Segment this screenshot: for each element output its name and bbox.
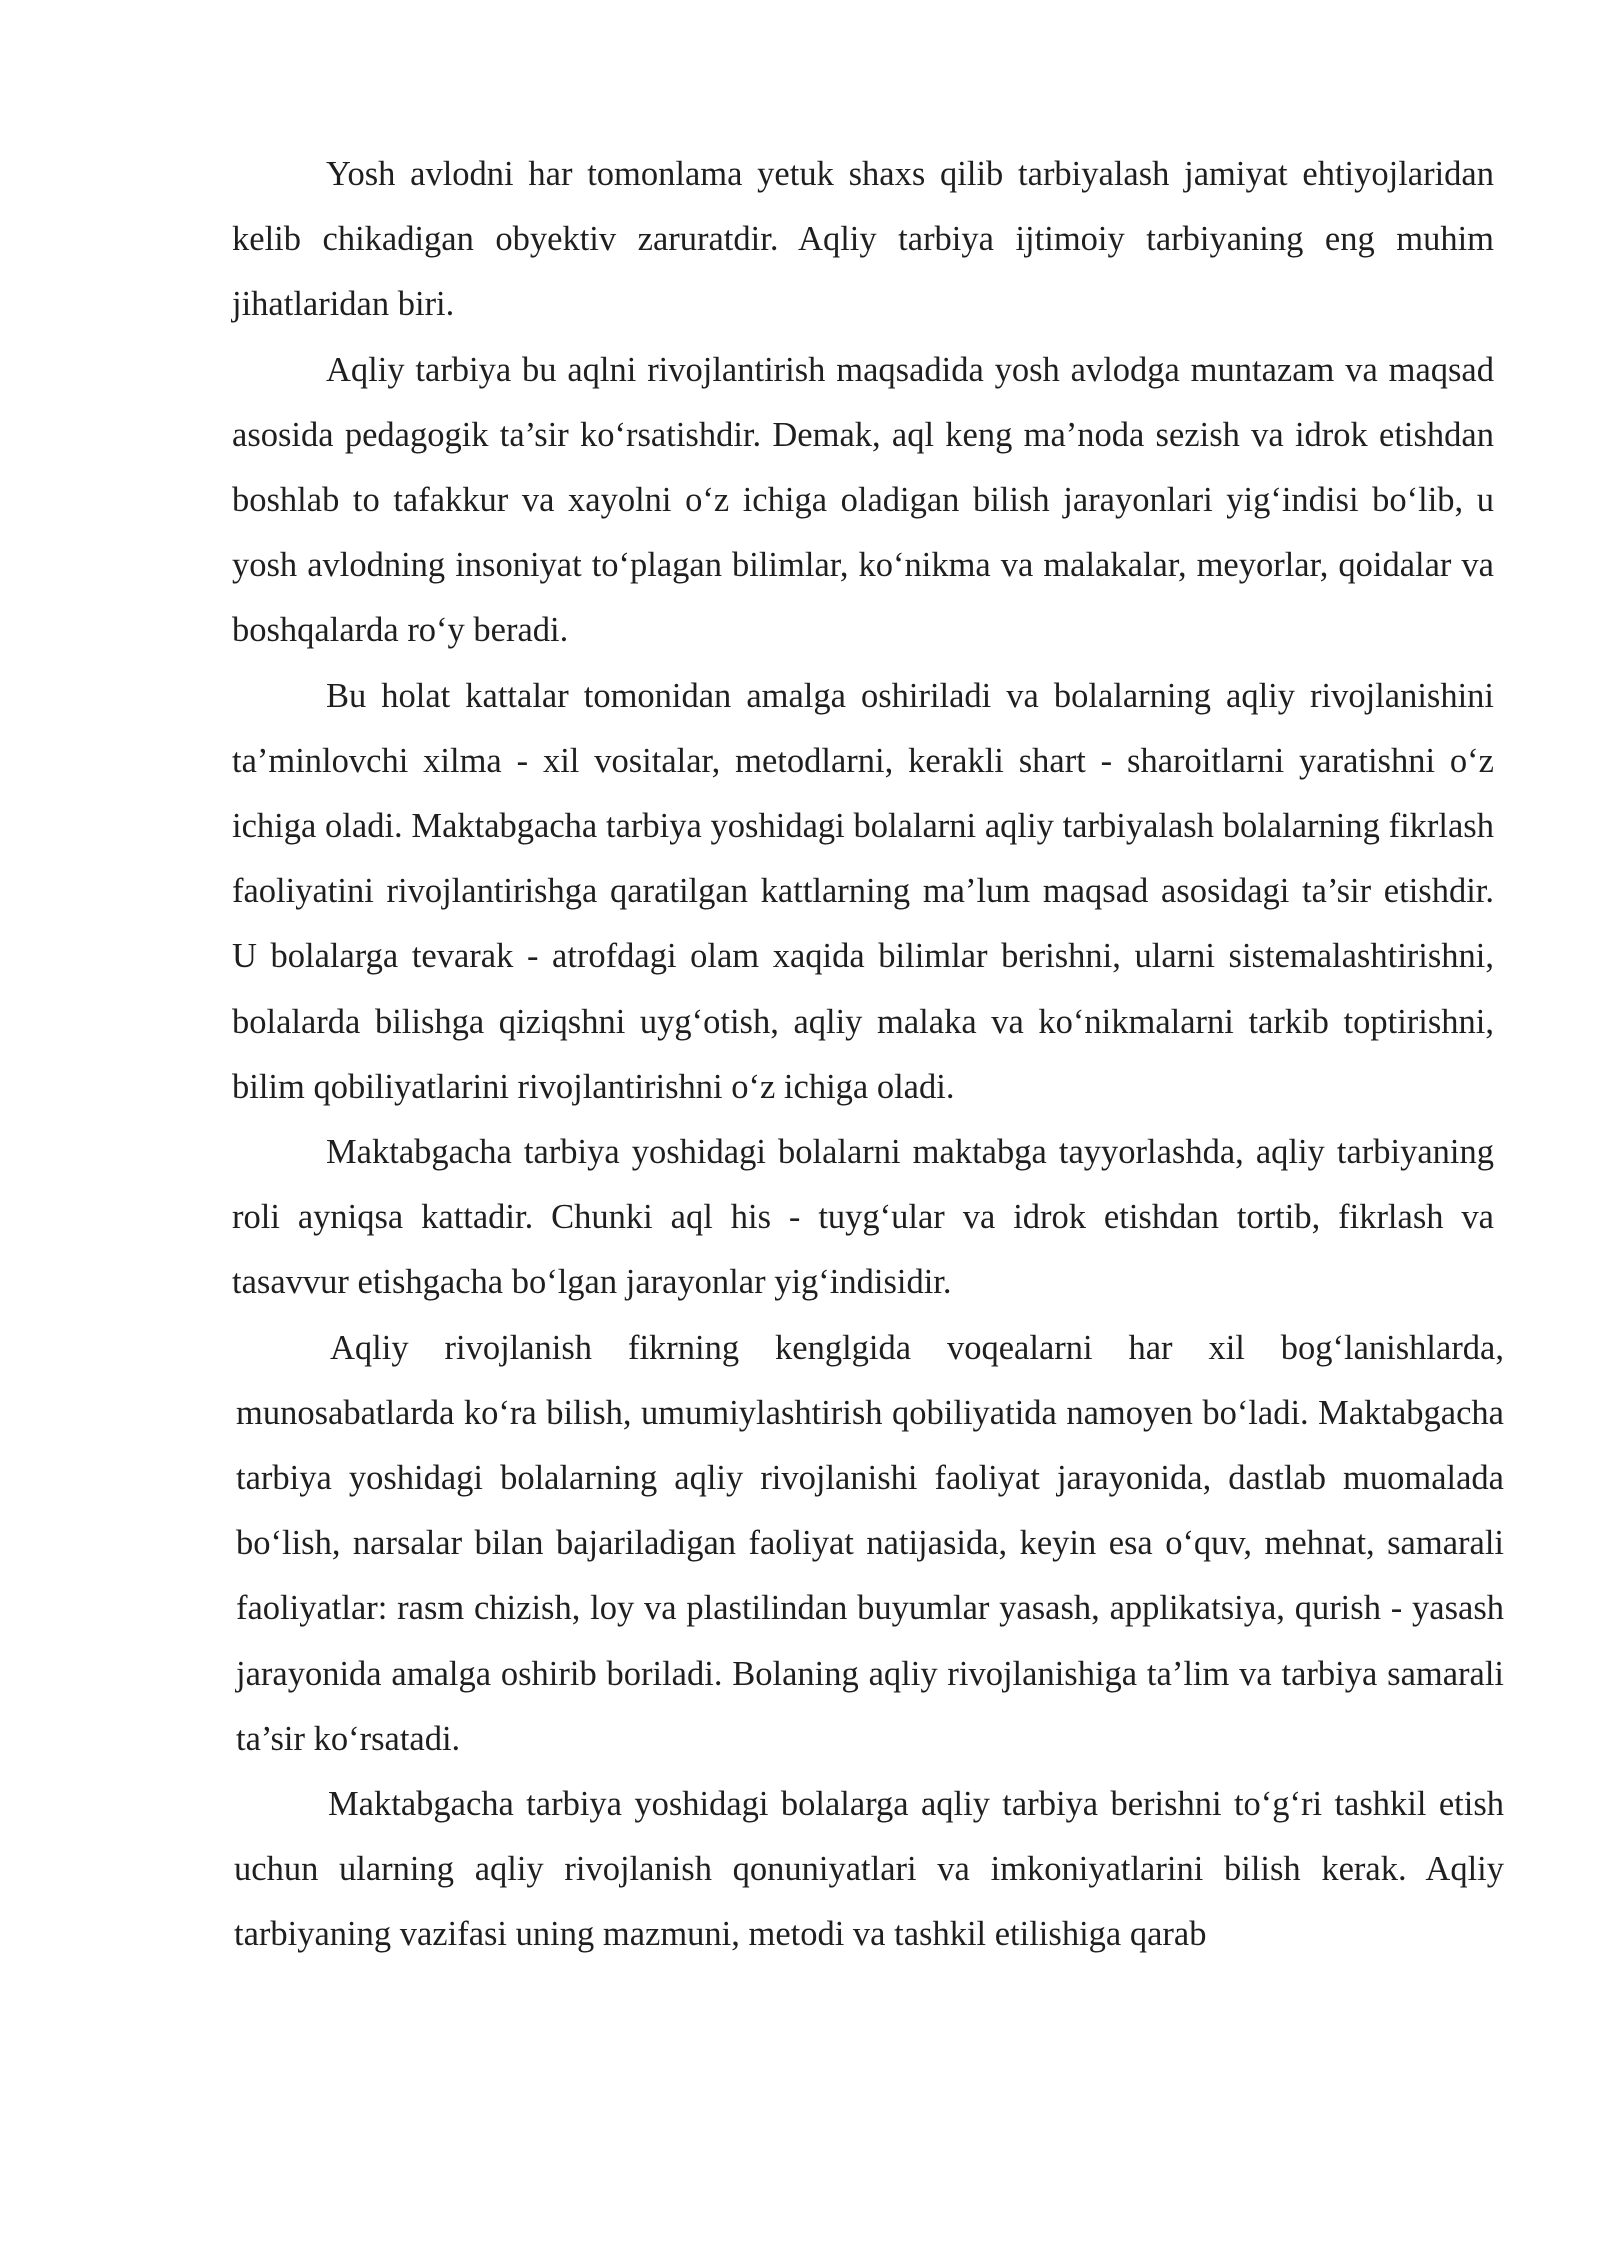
paragraph-2: Aqliy tarbiya bu aqlni rivojlantirish maqsadida yosh avlodga muntazam va maqsad asosida pedagogik ta’sir ko‘rsatishdir. Demak, aql keng ma’noda sezish va idrok etishdan boshlab to tafakkur va xayolni o‘z ichiga oladigan bilish jarayonlari yig‘indisi bo‘lib, u yosh avlodning insoniyat to‘plagan bilimlar, ko‘nikma va malakalar, meyorlar, qoidalar va boshqalarda ro‘y beradi. bbox=[232, 350, 1494, 650]
paragraph-4: Maktabgacha tarbiya yoshidagi bolalarni maktabga tayyorlashda, aqliy tarbiyaning roli ayniqsa kattadir. Chunki aql his - tuyg‘ular va idrok etishdan tortib, fikrlash va tasavvur etishgacha bo‘lgan jarayonlar yig‘indisidir. bbox=[232, 1133, 1494, 1302]
paragraph-1: Yosh avlodni har tomonlama yetuk shaxs qilib tarbiyalash jamiyat ehtiyojlaridan kelib chikadigan obyektiv zaruratdir. Aqliy tarbiya ijtimoiy tarbiyaning eng muhim jihatlaridan biri. bbox=[232, 155, 1494, 324]
paragraph-6: Maktabgacha tarbiya yoshidagi bolalarga aqliy tarbiya berishni to‘g‘ri tashkil etish uchun ularning aqliy rivojlanish qonuniyatlari va imkoniyatlarini bilish kerak. Aqliy tarbiyaning vazifasi uning mazmuni, metodi va tashkil etilishiga qarab bbox=[234, 1785, 1504, 1954]
paragraph-5: Aqliy rivojlanish fikrning kenglgida voqealarni har xil bog‘lanishlarda, munosabatlarda ko‘ra bilish, umumiylashtirish qobiliyatida namoyen bo‘ladi. Maktabgacha tarbiya yoshidagi bolalarning aqliy rivojlanishi faoliyat jarayonida, dastlab muomalada bo‘lish, narsalar bilan bajariladigan faoliyat natijasida, keyin esa o‘quv, mehnat, samarali faoliyatlar: rasm chizish, loy va plastilindan buyumlar yasash, applikatsiya, qurish - yasash jarayonida amalga oshirib boriladi. Bolaning aqliy rivojlanishiga ta’lim va tarbiya samarali ta’sir ko‘rsatadi. bbox=[236, 1328, 1504, 1758]
paragraph-3: Bu holat kattalar tomonidan amalga oshiriladi va bolalarning aqliy rivojlanishini ta’minlovchi xilma - xil vositalar, metodlarni, kerakli shart - sharoitlarni yaratishni o‘z ichiga oladi. Maktabgacha tarbiya yoshidagi bolalarni aqliy tarbiyalash bolalarning fikrlash faoliyatini rivojlantirishga qaratilgan kattlarning ma’lum maqsad asosidagi ta’sir etishdir. U bolalarga tevarak - atrofdagi olam xaqida bilimlar berishni, ularni sistemalashtirishni, bolalarda bilishga qiziqshni uyg‘otish, aqliy malaka va ko‘nikmalarni tarkib toptirishni, bilim qobiliyatlarini rivojlantirishni o‘z ichiga oladi. bbox=[232, 676, 1494, 1106]
document-body bbox=[232, 142, 1504, 1968]
